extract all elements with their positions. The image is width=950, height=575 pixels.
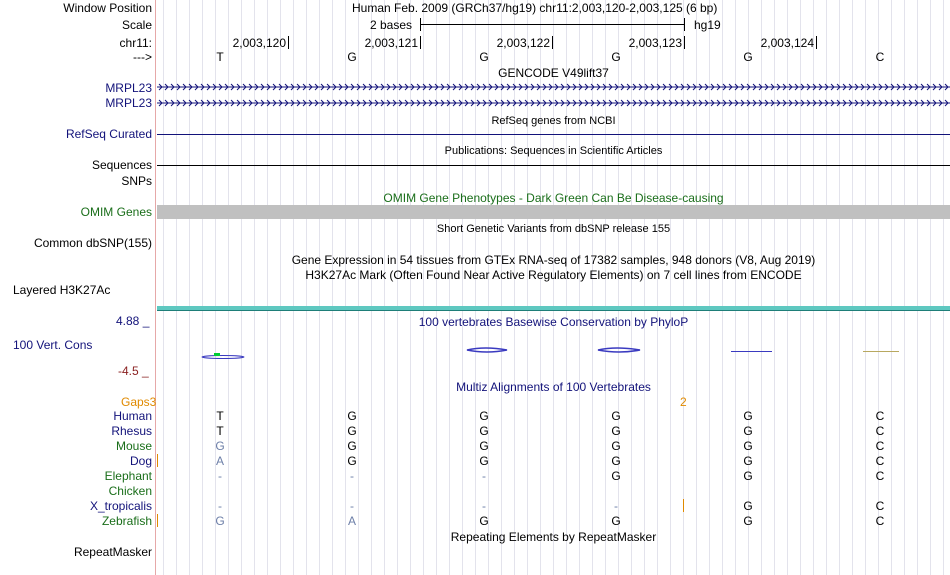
gencode-gene-models[interactable] bbox=[157, 80, 950, 110]
repeat-label[interactable]: RepeatMasker bbox=[73, 545, 152, 559]
refseq-gene-line[interactable] bbox=[157, 134, 950, 135]
cons-peak-5 bbox=[863, 351, 899, 352]
aligned-base: - bbox=[350, 499, 354, 513]
aligned-base: G bbox=[611, 514, 621, 528]
cons-min-label: -4.5 _ bbox=[118, 364, 149, 378]
label-divider bbox=[155, 0, 156, 575]
aligned-base: - bbox=[218, 469, 222, 483]
chrom-label: chr11: bbox=[119, 36, 152, 50]
aligned-base: G bbox=[215, 439, 225, 453]
gencode-track-title: GENCODE V49lift37 bbox=[498, 66, 609, 80]
aligned-base: C bbox=[875, 454, 885, 468]
aligned-base: G bbox=[347, 424, 357, 438]
gaps-label[interactable]: Gaps3 bbox=[121, 395, 157, 409]
gap-marker bbox=[157, 514, 158, 527]
aligned-base: G bbox=[743, 454, 753, 468]
h3k27-baseline bbox=[157, 310, 950, 311]
species-label[interactable]: Rhesus bbox=[111, 424, 152, 438]
scale-assembly: hg19 bbox=[694, 18, 721, 32]
aligned-base: C bbox=[875, 439, 885, 453]
aligned-base: - bbox=[482, 499, 486, 513]
gencode-gene-label-2[interactable]: MRPL23 bbox=[105, 96, 152, 110]
window-position-label: Window Position bbox=[63, 1, 152, 15]
cons-signal[interactable] bbox=[157, 340, 950, 365]
aligned-base: G bbox=[743, 499, 753, 513]
aligned-base: C bbox=[875, 409, 885, 423]
cons-label[interactable]: 100 Vert. Cons bbox=[13, 338, 93, 352]
ruler-tick bbox=[816, 36, 817, 49]
aligned-base: - bbox=[614, 499, 618, 513]
gap-marker bbox=[157, 454, 158, 467]
aligned-base: G bbox=[479, 424, 489, 438]
ruler-tick bbox=[420, 36, 421, 49]
dbsnp-track-title: Short Genetic Variants from dbSNP release 155 bbox=[436, 223, 671, 235]
repeat-track-title: Repeating Elements by RepeatMasker bbox=[450, 530, 657, 544]
species-label[interactable]: Elephant bbox=[104, 469, 152, 483]
gene-strand-arrows bbox=[157, 84, 950, 106]
scale-bar bbox=[420, 24, 684, 25]
reference-base: T bbox=[216, 50, 224, 64]
aligned-base: C bbox=[875, 514, 885, 528]
ruler-tick-label: 2,003,122 bbox=[496, 36, 550, 50]
aligned-base: G bbox=[743, 439, 753, 453]
species-label[interactable]: Chicken bbox=[108, 484, 152, 498]
species-label[interactable]: X_tropicalis bbox=[89, 499, 152, 513]
cons-peak-4 bbox=[731, 351, 772, 352]
h3k27-track-title: H3K27Ac Mark (Often Found Near Active Regulatory Elements) on 7 cell lines from ENCODE bbox=[305, 268, 802, 282]
aligned-base: A bbox=[347, 514, 356, 528]
aligned-base: G bbox=[611, 424, 621, 438]
gap-marker bbox=[683, 499, 684, 512]
scale-value: 2 bases bbox=[370, 18, 413, 32]
species-label[interactable]: Dog bbox=[129, 454, 152, 468]
window-position-value: Human Feb. 2009 (GRCh37/hg19) chr11:2,003,120-2,003,125 (6 bp) bbox=[352, 1, 718, 15]
aligned-base: G bbox=[479, 454, 489, 468]
aligned-base: G bbox=[479, 514, 489, 528]
aligned-base: T bbox=[216, 409, 224, 423]
omim-bar[interactable] bbox=[157, 205, 950, 219]
aligned-base: G bbox=[479, 409, 489, 423]
aligned-base: - bbox=[482, 469, 486, 483]
cons-peak-3 bbox=[598, 348, 640, 352]
aligned-base: C bbox=[875, 424, 885, 438]
reference-base: G bbox=[611, 50, 621, 64]
scale-bar-right-tick bbox=[684, 18, 685, 31]
cons-peak-2 bbox=[467, 348, 507, 352]
ruler-tick bbox=[684, 36, 685, 49]
cons-peak-1 bbox=[202, 356, 244, 359]
aligned-base: - bbox=[350, 469, 354, 483]
reference-base: C bbox=[875, 50, 885, 64]
aligned-base: G bbox=[743, 514, 753, 528]
aligned-base: - bbox=[218, 499, 222, 513]
aligned-base: C bbox=[875, 469, 885, 483]
aligned-base: T bbox=[216, 424, 224, 438]
aligned-base: G bbox=[479, 439, 489, 453]
strand-label: ---> bbox=[133, 50, 152, 64]
species-label[interactable]: Human bbox=[113, 409, 152, 423]
dbsnp-label[interactable]: Common dbSNP(155) bbox=[33, 236, 152, 250]
species-label[interactable]: Zebrafish bbox=[101, 514, 152, 528]
aligned-base: G bbox=[611, 409, 621, 423]
aligned-base: G bbox=[347, 454, 357, 468]
gtex-track-title: Gene Expression in 54 tissues from GTEx RNA-seq of 17382 samples, 948 donors (V8, Aug 2019) bbox=[291, 253, 816, 267]
ruler-tick-label: 2,003,124 bbox=[760, 36, 814, 50]
omim-track-title: OMIM Gene Phenotypes - Dark Green Can Be Disease-causing bbox=[383, 191, 724, 205]
gaps-value: 2 bbox=[680, 395, 687, 409]
refseq-track-title: RefSeq genes from NCBI bbox=[491, 115, 616, 127]
species-label[interactable]: Mouse bbox=[115, 439, 152, 453]
aligned-base: G bbox=[347, 439, 357, 453]
aligned-base: C bbox=[875, 499, 885, 513]
h3k27-label[interactable]: Layered H3K27Ac bbox=[13, 283, 111, 297]
reference-base: G bbox=[347, 50, 357, 64]
ruler-tick-label: 2,003,120 bbox=[232, 36, 286, 50]
pubs-track-title: Publications: Sequences in Scientific Articles bbox=[444, 145, 663, 157]
aligned-base: G bbox=[347, 409, 357, 423]
reference-base: G bbox=[479, 50, 489, 64]
pubs-line[interactable] bbox=[157, 165, 950, 166]
multiz-track-title: Multiz Alignments of 100 Vertebrates bbox=[456, 380, 651, 394]
cons-peak-1-highlight bbox=[214, 353, 220, 356]
scale-label: Scale bbox=[121, 18, 152, 32]
ruler-tick bbox=[552, 36, 553, 49]
scale-bar-left-tick bbox=[420, 18, 421, 31]
aligned-base: G bbox=[743, 469, 753, 483]
aligned-base: G bbox=[611, 454, 621, 468]
cons-max-label: 4.88 _ bbox=[116, 314, 150, 328]
refseq-label[interactable]: RefSeq Curated bbox=[65, 127, 152, 141]
ruler-tick-label: 2,003,121 bbox=[364, 36, 418, 50]
reference-base: G bbox=[743, 50, 753, 64]
omim-label[interactable]: OMIM Genes bbox=[80, 205, 152, 219]
pubs-label[interactable]: Sequences bbox=[91, 158, 152, 172]
cons-track-title: 100 vertebrates Basewise Conservation by PhyloP bbox=[418, 315, 689, 329]
snps-label[interactable]: SNPs bbox=[121, 174, 152, 188]
gencode-gene-label-1[interactable]: MRPL23 bbox=[105, 81, 152, 95]
aligned-base: G bbox=[611, 469, 621, 483]
ruler-tick bbox=[288, 36, 289, 49]
aligned-base: G bbox=[743, 409, 753, 423]
aligned-base: G bbox=[743, 424, 753, 438]
aligned-base: G bbox=[611, 439, 621, 453]
aligned-base: G bbox=[215, 514, 225, 528]
ruler-tick-label: 2,003,123 bbox=[628, 36, 682, 50]
aligned-base: A bbox=[215, 454, 224, 468]
